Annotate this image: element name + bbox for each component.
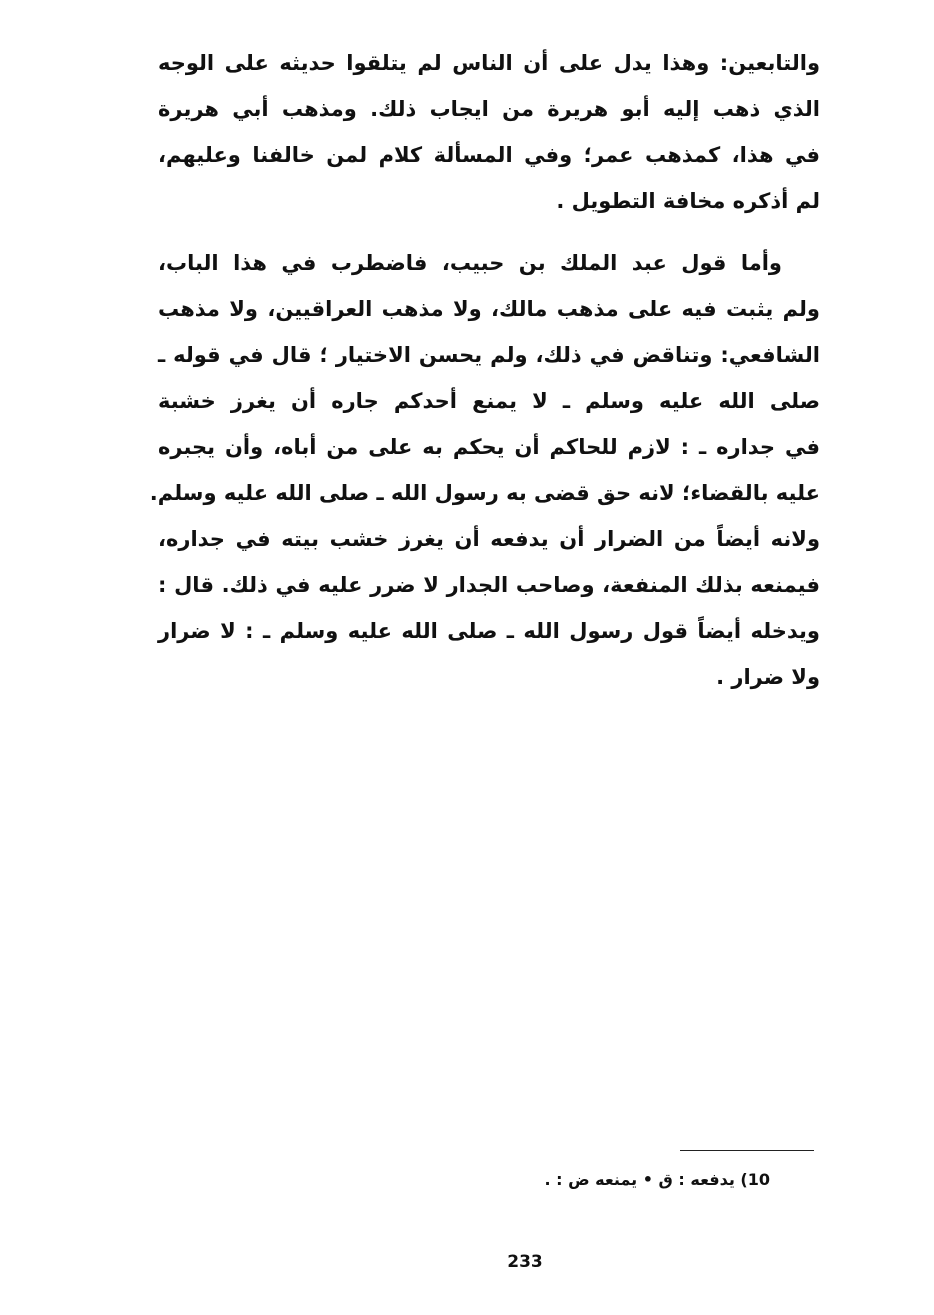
page-number: 233 <box>507 1252 543 1272</box>
text-line: فيمنعه بذلك المنفعة، وصاحب الجدار لا ضرر عليه في ذلك. قال : <box>158 573 820 597</box>
text-line: الشافعي: وتناقض في ذلك، ولم يحسن الاختيار ؛ قال في قوله ـ <box>158 343 820 367</box>
text-line: ويدخله أيضاً قول رسول الله ـ صلى الله عليه وسلم ـ : لا ضرار <box>158 619 820 643</box>
text-line: لم أذكره مخافة التطويل . <box>556 189 820 213</box>
text-line: عليه بالقضاء؛ لانه حق قضى به رسول الله ـ صلى الله عليه وسلم. <box>149 481 820 505</box>
text-line: ولم يثبت فيه على مذهب مالك، ولا مذهب العراقيين، ولا مذهب <box>158 297 820 321</box>
text-line: والتابعين: وهذا يدل على أن الناس لم يتلقوا حديثه على الوجه <box>158 51 820 75</box>
main-text <box>149 40 820 700</box>
text-line: صلى الله عليه وسلم ـ لا يمنع أحدكم جاره أن يغرز خشبة <box>158 389 820 413</box>
footnote-separator <box>680 1150 814 1151</box>
text-line: في جداره ـ : لازم للحاكم أن يحكم به على من أباه، وأن يجبره <box>158 435 820 459</box>
text-line: وأما قول عبد الملك بن حبيب، فاضطرب في هذا الباب، <box>158 251 782 275</box>
text-line: ولا ضرار . <box>716 665 820 689</box>
text-line: الذي ذهب إليه أبو هريرة من ايجاب ذلك. ومذهب أبي هريرة <box>158 97 820 121</box>
text-line: ولانه أيضاً من الضرار أن يدفعه أن يغرز خشب بيته في جداره، <box>158 527 820 551</box>
paragraph-gap <box>158 224 820 240</box>
text-line: في هذا، كمذهب عمر؛ وفي المسألة كلام لمن خالفنا وعليهم، <box>158 143 820 167</box>
footnote: 10) يدفعه : ق • يمنعه ض : . <box>544 1170 770 1189</box>
